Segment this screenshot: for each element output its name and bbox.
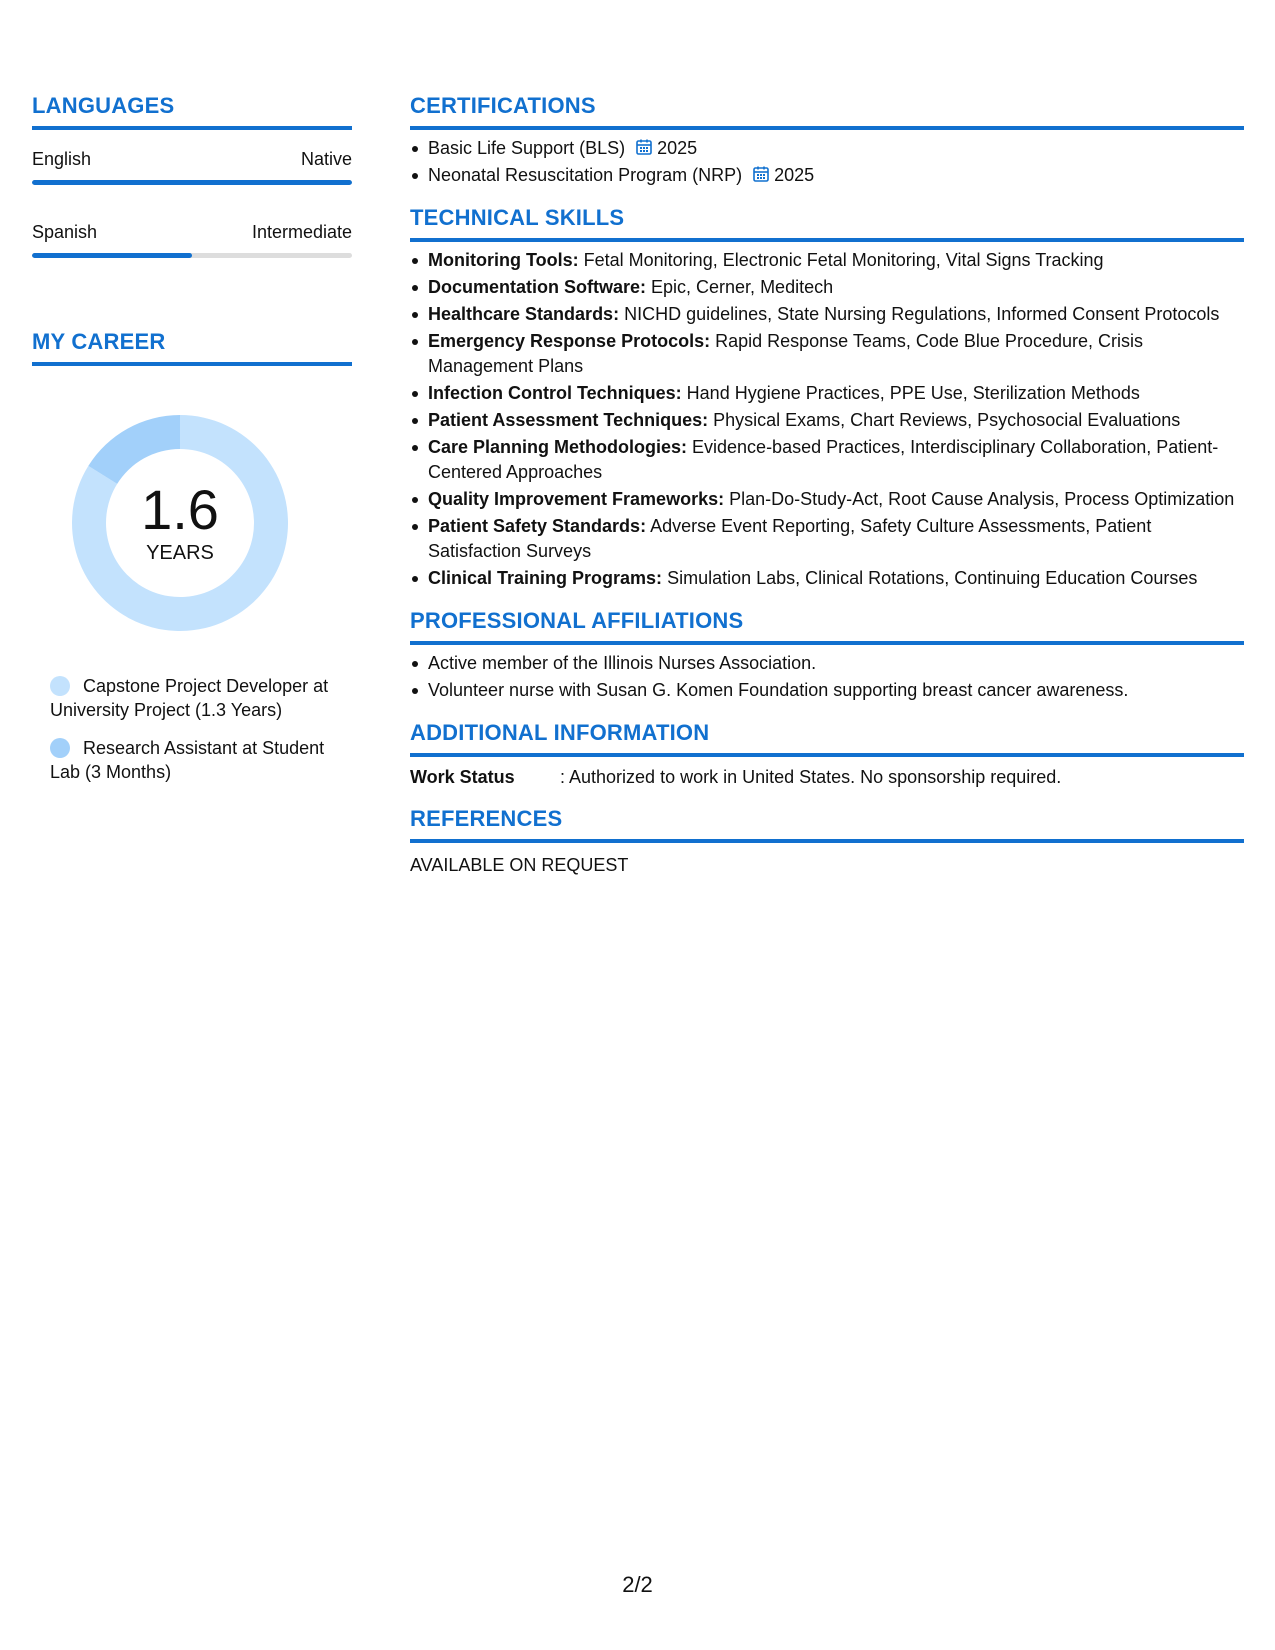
technical-skills-title: TECHNICAL SKILLS (410, 204, 1244, 242)
skill-label: Documentation Software: (428, 277, 647, 297)
career-legend (32, 674, 352, 784)
skill-item (410, 302, 1244, 327)
language-proficiency-fill (32, 180, 352, 185)
legend-dot-icon (50, 676, 70, 696)
affiliations-title: PROFESSIONAL AFFILIATIONS (410, 607, 1244, 645)
skill-label: Quality Improvement Frameworks: (428, 489, 725, 509)
certification-item (410, 163, 1244, 188)
skill-item (410, 275, 1244, 300)
skill-item (410, 566, 1244, 591)
certification-year: 2025 (657, 138, 698, 158)
skill-item (410, 248, 1244, 273)
career-total-value: 1.6 (141, 478, 219, 541)
legend-dot-icon (50, 738, 70, 758)
references-title: REFERENCES (410, 805, 1244, 843)
career-legend-item (50, 674, 352, 722)
skill-text: Plan-Do-Study-Act, Root Cause Analysis, Process Optimization (724, 489, 1235, 509)
skill-label: Clinical Training Programs: (428, 568, 663, 588)
skill-label: Monitoring Tools: (428, 250, 579, 270)
skill-item (410, 435, 1244, 485)
career-legend-item (50, 736, 352, 784)
language-english (32, 148, 352, 185)
skill-label: Care Planning Methodologies: (428, 437, 688, 457)
skill-text: Epic, Cerner, Meditech (646, 277, 834, 297)
affiliation-item: Active member of the Illinois Nurses Association. (410, 651, 1244, 676)
career-legend-text: Research Assistant at Student Lab (3 Months) (50, 738, 325, 782)
language-spanish (32, 221, 352, 258)
additional-info-section (410, 719, 1244, 789)
skill-text: Fetal Monitoring, Electronic Fetal Monitoring, Vital Signs Tracking (578, 250, 1104, 270)
skill-item (410, 514, 1244, 564)
page-number: 2/2 (622, 1572, 653, 1597)
language-proficiency-bar (32, 180, 352, 185)
language-level: Native (300, 149, 352, 169)
skill-item (410, 408, 1244, 433)
certifications-title: CERTIFICATIONS (410, 92, 1244, 130)
skill-item (410, 329, 1244, 379)
work-status-row (410, 765, 1244, 789)
skill-text: Simulation Labs, Clinical Rotations, Continuing Education Courses (662, 568, 1198, 588)
career-total-unit: YEARS (146, 542, 214, 564)
references-text: AVAILABLE ON REQUEST (410, 855, 629, 875)
references-section (410, 805, 1244, 877)
language-level: Intermediate (251, 222, 352, 242)
career-title: MY CAREER (32, 328, 352, 366)
calendar-icon (635, 138, 653, 156)
skill-label: Patient Assessment Techniques: (428, 410, 709, 430)
certification-year: 2025 (774, 165, 815, 185)
affiliation-item: Volunteer nurse with Susan G. Komen Foundation supporting breast cancer awareness. (410, 678, 1244, 703)
skill-label: Infection Control Techniques: (428, 383, 682, 403)
certification-name: Basic Life Support (BLS) (428, 138, 626, 158)
language-name: English (32, 149, 92, 169)
work-status-label: Work Status (410, 767, 515, 787)
languages-title: LANGUAGES (32, 92, 352, 130)
skill-item (410, 487, 1244, 512)
technical-skills-section (410, 204, 1244, 591)
skill-item (410, 381, 1244, 406)
language-proficiency-bar (32, 253, 352, 258)
certifications-section (410, 92, 1244, 188)
skill-text: NICHD guidelines, State Nursing Regulations, Informed Consent Protocols (619, 304, 1220, 324)
additional-info-title: ADDITIONAL INFORMATION (410, 719, 1244, 757)
career-donut-chart (65, 408, 295, 638)
language-name: Spanish (32, 222, 98, 242)
skill-label: Emergency Response Protocols: (428, 331, 711, 351)
skill-label: Patient Safety Standards: (428, 516, 647, 536)
left-column (32, 92, 352, 798)
skill-text: Rapid Response Teams, Code Blue Procedure, Crisis Management Plans (428, 331, 1143, 376)
certification-name: Neonatal Resuscitation Program (NRP) (428, 165, 743, 185)
skill-text: Evidence-based Practices, Interdisciplinary Collaboration, Patient-Centered Approaches (428, 437, 1219, 482)
skill-label: Healthcare Standards: (428, 304, 620, 324)
language-proficiency-fill (32, 253, 192, 258)
career-legend-text: Capstone Project Developer at University Project (1.3 Years) (50, 676, 329, 720)
skill-text: Adverse Event Reporting, Safety Culture Assessments, Patient Satisfaction Surveys (428, 516, 1152, 561)
right-column (410, 92, 1244, 893)
affiliations-section (410, 607, 1244, 703)
certification-item (410, 136, 1244, 161)
skill-text: Hand Hygiene Practices, PPE Use, Sterilization Methods (681, 383, 1140, 403)
calendar-icon (752, 165, 770, 183)
skill-text: Physical Exams, Chart Reviews, Psychosocial Evaluations (708, 410, 1181, 430)
work-status-value: : Authorized to work in United States. No sponsorship required. (560, 767, 1062, 787)
